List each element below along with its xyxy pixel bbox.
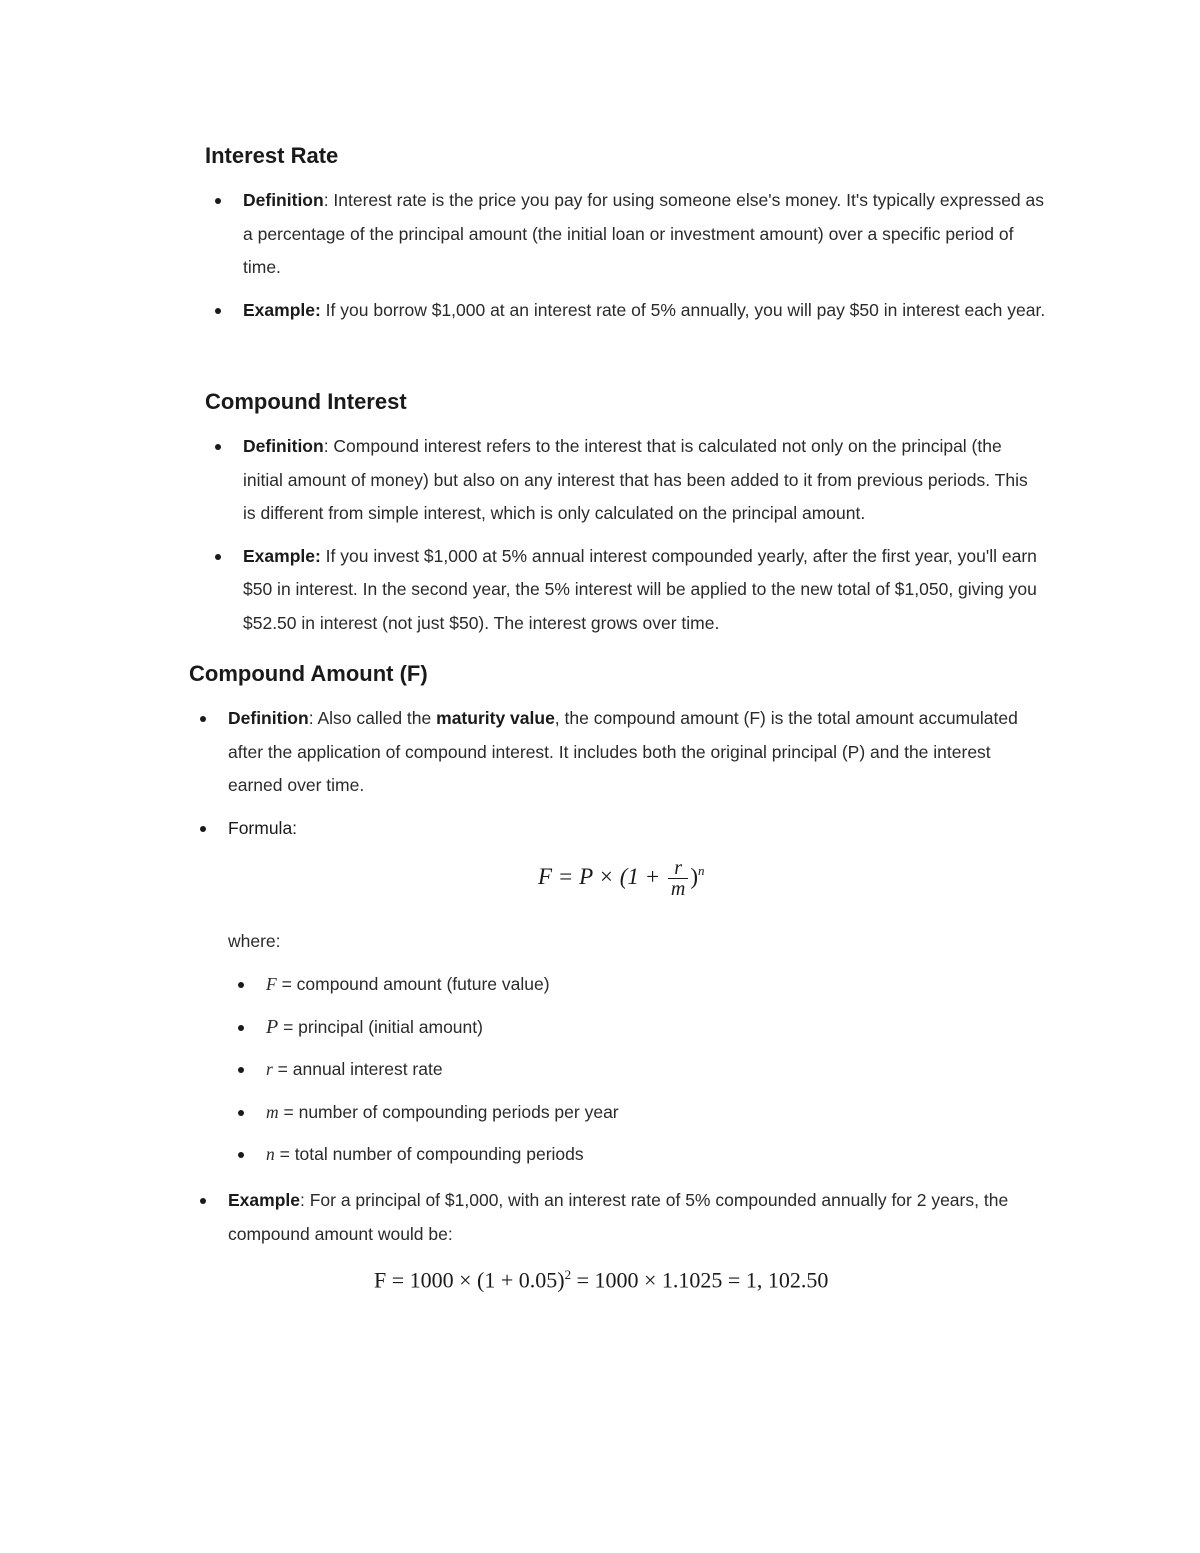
example-formula-part1: F = 1000 × (1 + 0.05) (374, 1267, 565, 1293)
variable-item (266, 1096, 966, 1130)
heading-compound-interest: Compound Interest (205, 389, 407, 414)
variable-symbol: m (266, 1101, 279, 1122)
example-label: Example (228, 1190, 300, 1210)
list-item (243, 540, 1043, 641)
definition-post: , the compound amount (F) is the total amount accumulated after the application of compound interest. It includes both the original principal (P) and the interest earned over time. (228, 708, 1018, 795)
fraction-denominator: m (670, 878, 686, 900)
list-item (228, 702, 1040, 803)
definition-label: Definition (243, 436, 324, 456)
list-item (243, 294, 1048, 328)
compound-interest-list (243, 430, 1043, 649)
compound-amount-formula (538, 858, 705, 899)
variable-desc: = principal (initial amount) (278, 1016, 483, 1037)
formula-lhs: F = P × (1 + (538, 863, 666, 889)
variable-item (266, 1053, 966, 1087)
variable-symbol: n (266, 1144, 275, 1164)
variable-symbol: F (266, 974, 277, 994)
definition-label: Definition (243, 190, 324, 210)
maturity-value-term: maturity value (436, 708, 555, 728)
example-label: Example: (243, 299, 321, 320)
example-text: If you borrow $1,000 at an interest rate of 5% annually, you will pay $50 in interest each year. (320, 299, 1046, 320)
example-text: If you invest $1,000 at 5% annual interest compounded yearly, after the first year, you'll earn $50 in interest. In the second year, the 5% interest will be applied to the new total of $1,050, giving you $52.50 in interest (not just $50). The interest grows over time. (243, 545, 1037, 633)
example-label: Example: (243, 545, 321, 566)
formula-exponent: n (698, 863, 705, 879)
variable-desc: = compound amount (future value) (276, 974, 550, 994)
fraction-numerator: r (668, 858, 688, 879)
formula-close-paren: ) (690, 863, 699, 889)
heading-compound-amount: Compound Amount (F) (189, 661, 428, 686)
formula-fraction (668, 858, 688, 899)
example-formula-exponent: 2 (564, 1267, 572, 1282)
list-item (228, 812, 1040, 846)
definition-pre: : Also called the (308, 708, 437, 728)
variable-symbol: P (266, 1015, 279, 1038)
example-formula-part2: = 1000 × 1.1025 = 1, 102.50 (571, 1267, 829, 1293)
variables-list (266, 968, 966, 1181)
variable-item (266, 1011, 966, 1045)
compound-amount-list (228, 702, 1040, 854)
variable-desc: = number of compounding periods per year (278, 1101, 619, 1122)
variable-desc: = annual interest rate (272, 1059, 443, 1079)
definition-label: Definition (228, 708, 309, 728)
variable-desc: = total number of compounding periods (274, 1144, 584, 1164)
variable-item (266, 968, 966, 1002)
definition-text: : Interest rate is the price you pay for using someone else's money. It's typically expressed as a percentage of the principal amount (the initial loan or investment amount) over a specific period of time. (243, 190, 1044, 277)
example-formula (374, 1267, 828, 1293)
where-label: where: (228, 931, 281, 951)
example-text: : For a principal of $1,000, with an interest rate of 5% compounded annually for 2 years, the compound amount would be: (228, 1190, 1009, 1244)
variable-symbol: r (266, 1059, 273, 1079)
compound-amount-example-list (228, 1184, 1048, 1260)
list-item (228, 1184, 1048, 1251)
variable-item (266, 1138, 966, 1172)
list-item (243, 430, 1043, 531)
list-item (243, 184, 1048, 285)
formula-label: Formula: (228, 817, 298, 838)
interest-rate-list (243, 184, 1048, 336)
definition-text: : Compound interest refers to the interest that is calculated not only on the principal (the initial amount of money) but also on any interest that has been added to it from previous periods. This is different from simple interest, which is only calculated on the principal amount. (243, 436, 1028, 523)
heading-interest-rate: Interest Rate (205, 143, 339, 168)
